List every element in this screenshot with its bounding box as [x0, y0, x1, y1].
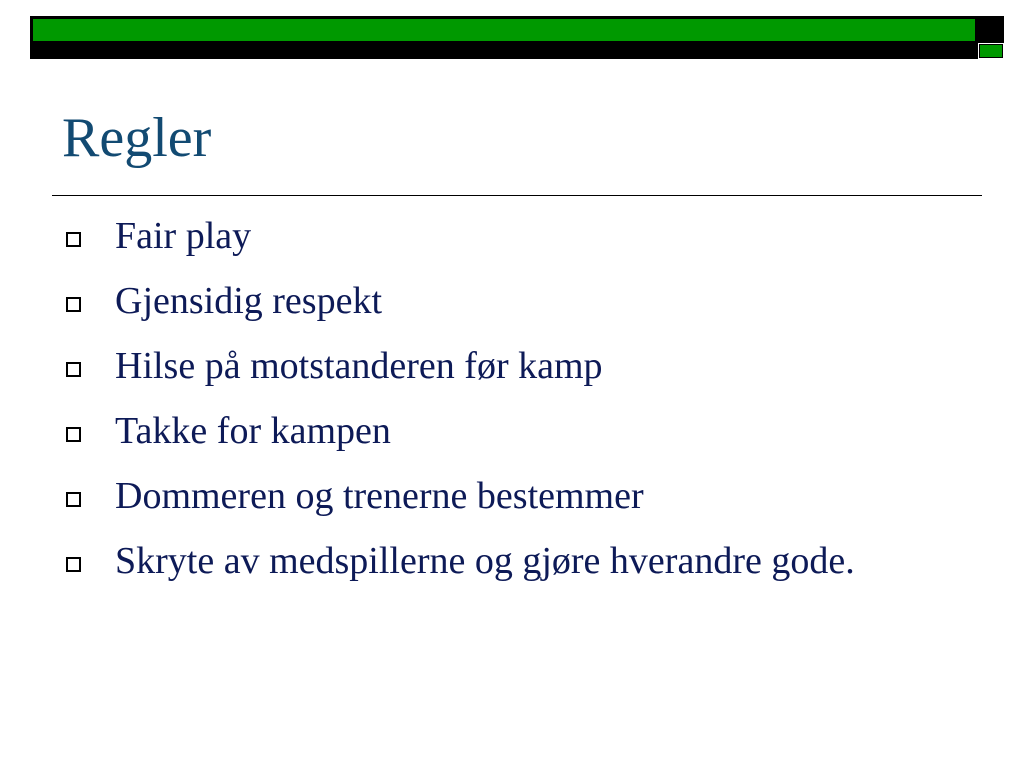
bullet-list	[66, 214, 946, 604]
hollow-square-bullet-icon	[66, 232, 81, 247]
hollow-square-bullet-icon	[66, 427, 81, 442]
bullet-item-respect	[66, 279, 946, 323]
bullet-item-fair-play	[66, 214, 946, 258]
bullet-text: Fair play	[115, 215, 252, 257]
hollow-square-bullet-icon	[66, 557, 81, 572]
header-bar-accent	[33, 19, 975, 41]
slide-title: Regler	[62, 107, 212, 169]
bullet-item-referee	[66, 474, 946, 518]
hollow-square-bullet-icon	[66, 492, 81, 507]
bullet-text: Dommeren og trenerne bestemmer	[115, 475, 644, 517]
bullet-item-thank	[66, 409, 946, 453]
bullet-item-greet-opponent	[66, 344, 946, 388]
bullet-text: Hilse på motstanderen før kamp	[115, 345, 603, 387]
bullet-item-praise-teammates	[66, 539, 946, 583]
hollow-square-bullet-icon	[66, 362, 81, 377]
bullet-text: Takke for kampen	[115, 410, 391, 452]
corner-block-accent	[979, 44, 1003, 58]
bullet-text: Skryte av medspillerne og gjøre hverandre gode.	[115, 540, 855, 582]
bullet-text: Gjensidig respekt	[115, 280, 383, 322]
title-divider	[52, 195, 982, 196]
corner-block-dark	[978, 16, 1004, 43]
hollow-square-bullet-icon	[66, 297, 81, 312]
